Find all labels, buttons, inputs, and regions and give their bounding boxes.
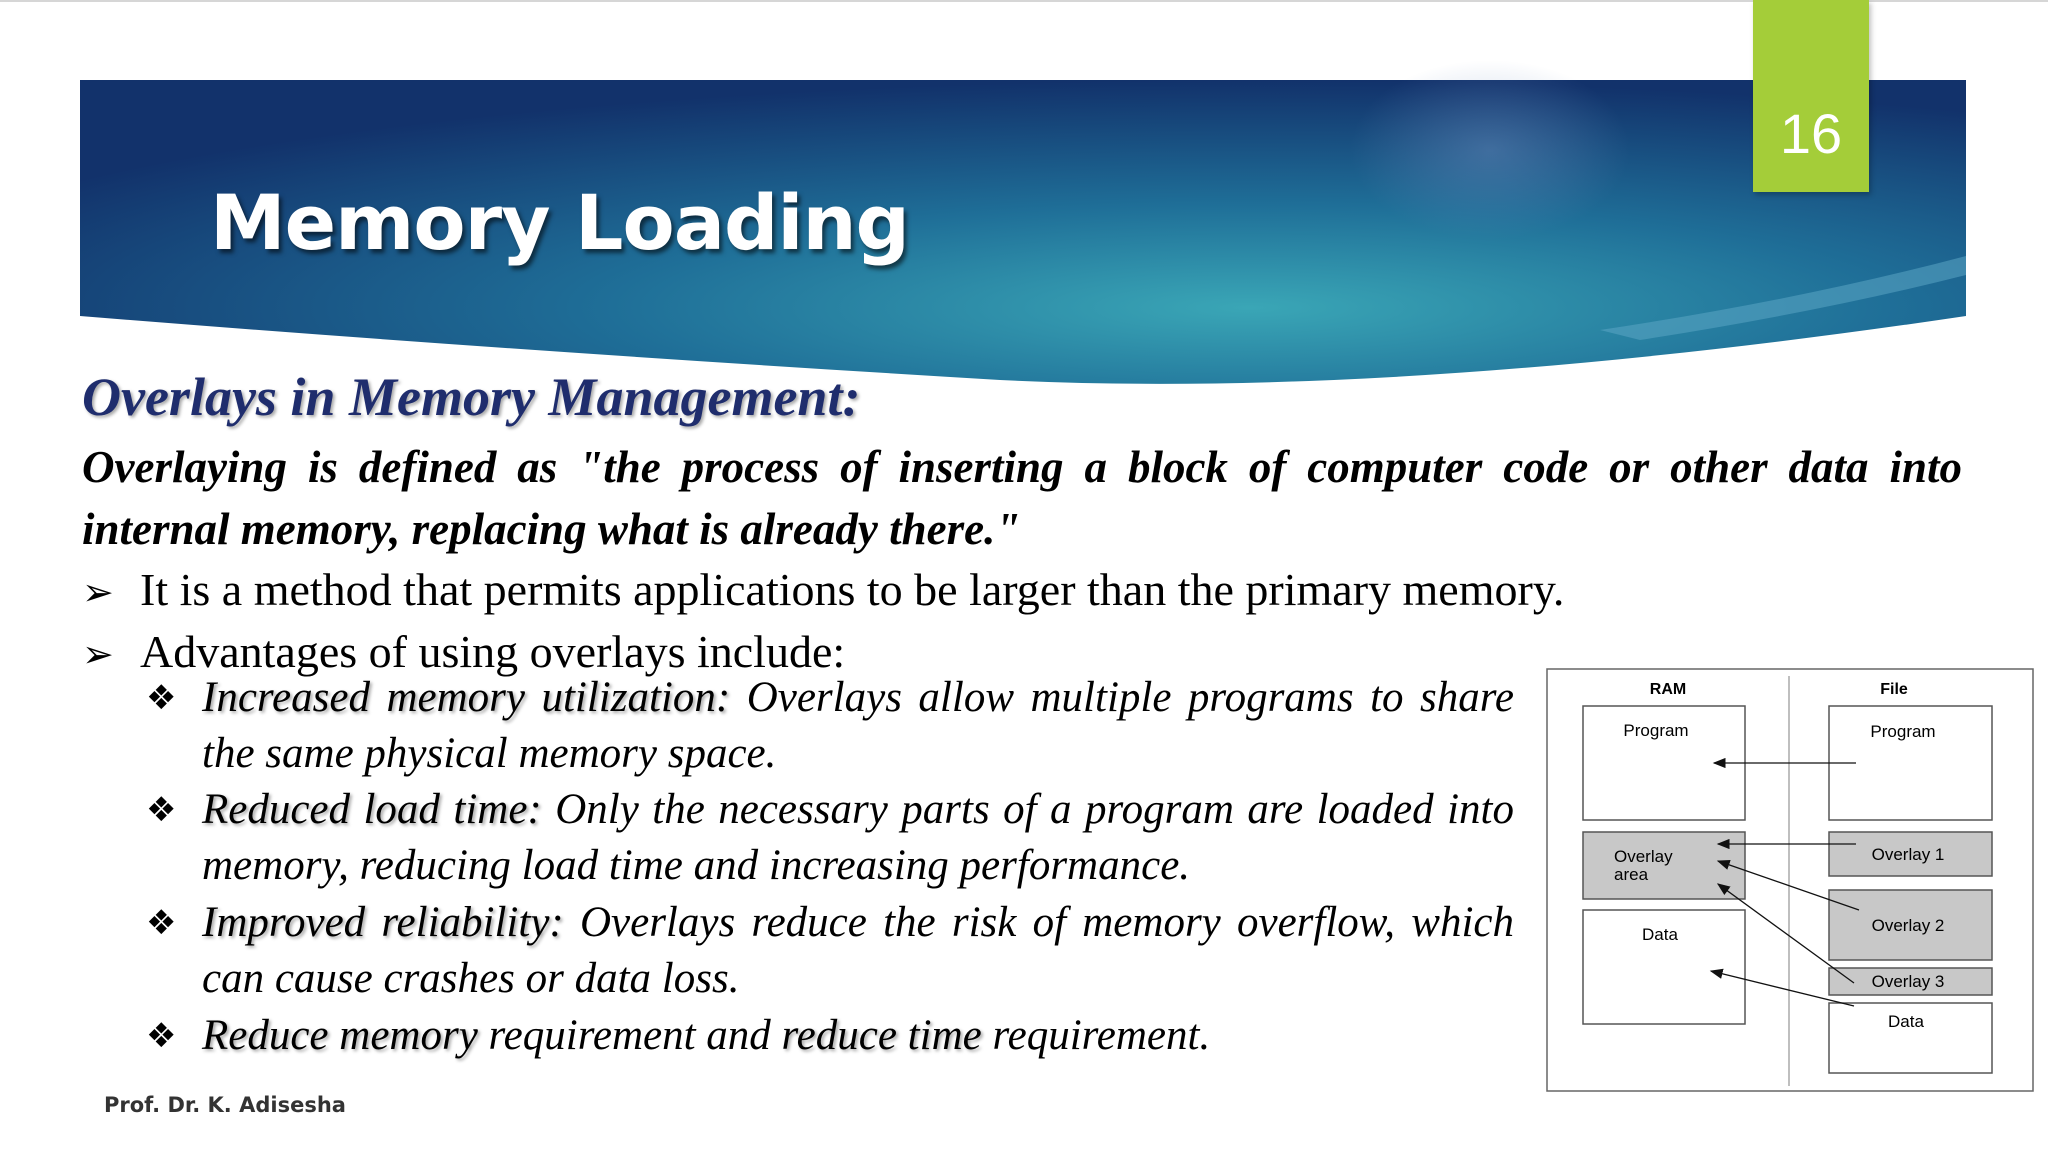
ram-program-label: Program: [1623, 721, 1689, 740]
file-data-label: Data: [1888, 1012, 1924, 1031]
file-overlay2-label: Overlay 2: [1871, 916, 1945, 935]
section-heading: Overlays in Memory Management:: [82, 367, 861, 427]
arrow-bullet-icon: ➢: [82, 570, 114, 614]
overlay-diagram: [1546, 668, 2036, 1094]
advantage-text: Overlays allow multiple programs to share the same physical memory space.: [202, 674, 1514, 777]
bullet-text: It is a method that permits applications to be larger than the primary memory.: [140, 564, 1565, 615]
advantage-item: [146, 895, 1514, 1008]
advantage-text: requirement.: [981, 1012, 1211, 1059]
bullet-item: [82, 562, 1564, 620]
file-label: File: [1880, 681, 1908, 698]
definition-text: Overlaying is defined as "the process of inserting a block of computer code or other data into internal memory, replacing what is already there.": [82, 442, 1962, 554]
slide-title: Memory Loading: [210, 178, 909, 267]
bullet-text: Advantages of using overlays include:: [140, 626, 846, 677]
advantage-item: [146, 1008, 1514, 1064]
ram-data-label: Data: [1642, 925, 1678, 944]
diamond-bullet-icon: ❖: [146, 1016, 177, 1056]
slide-number: 16: [1779, 102, 1843, 165]
advantage-term: Increased memory utilization:: [202, 674, 731, 721]
advantage-term: Reduced load time:: [202, 786, 542, 833]
advantage-term: Improved reliability:: [202, 899, 564, 946]
ram-overlay-label: Overlay: [1614, 847, 1673, 866]
file-overlay3-label: Overlay 3: [1871, 972, 1945, 991]
advantage-term: reduce time: [781, 1012, 982, 1059]
advantage-item: [146, 670, 1514, 782]
arrow-bullet-icon: ➢: [82, 632, 114, 676]
ram-label: RAM: [1649, 681, 1687, 698]
advantage-text: Only the necessary parts of a program are loaded into memory, reducing load time and increasing performance.: [202, 786, 1514, 889]
diamond-bullet-icon: ❖: [146, 678, 177, 718]
ram-area-label: area: [1614, 865, 1649, 884]
advantage-text: Overlays reduce the risk of memory overflow, which can cause crashes or data loss.: [202, 899, 1514, 1002]
file-program-label: Program: [1870, 722, 1936, 741]
slide-number-tab: [1753, 0, 1869, 192]
advantages-list: [146, 670, 1514, 1064]
footer-author: Prof. Dr. K. Adisesha: [104, 1093, 346, 1117]
diamond-bullet-icon: ❖: [146, 790, 177, 830]
diamond-bullet-icon: ❖: [146, 903, 177, 943]
file-overlay1-label: Overlay 1: [1871, 845, 1945, 864]
advantage-text: requirement and: [477, 1012, 782, 1059]
advantage-term: Reduce memory: [202, 1012, 478, 1059]
advantage-item: [146, 782, 1514, 895]
